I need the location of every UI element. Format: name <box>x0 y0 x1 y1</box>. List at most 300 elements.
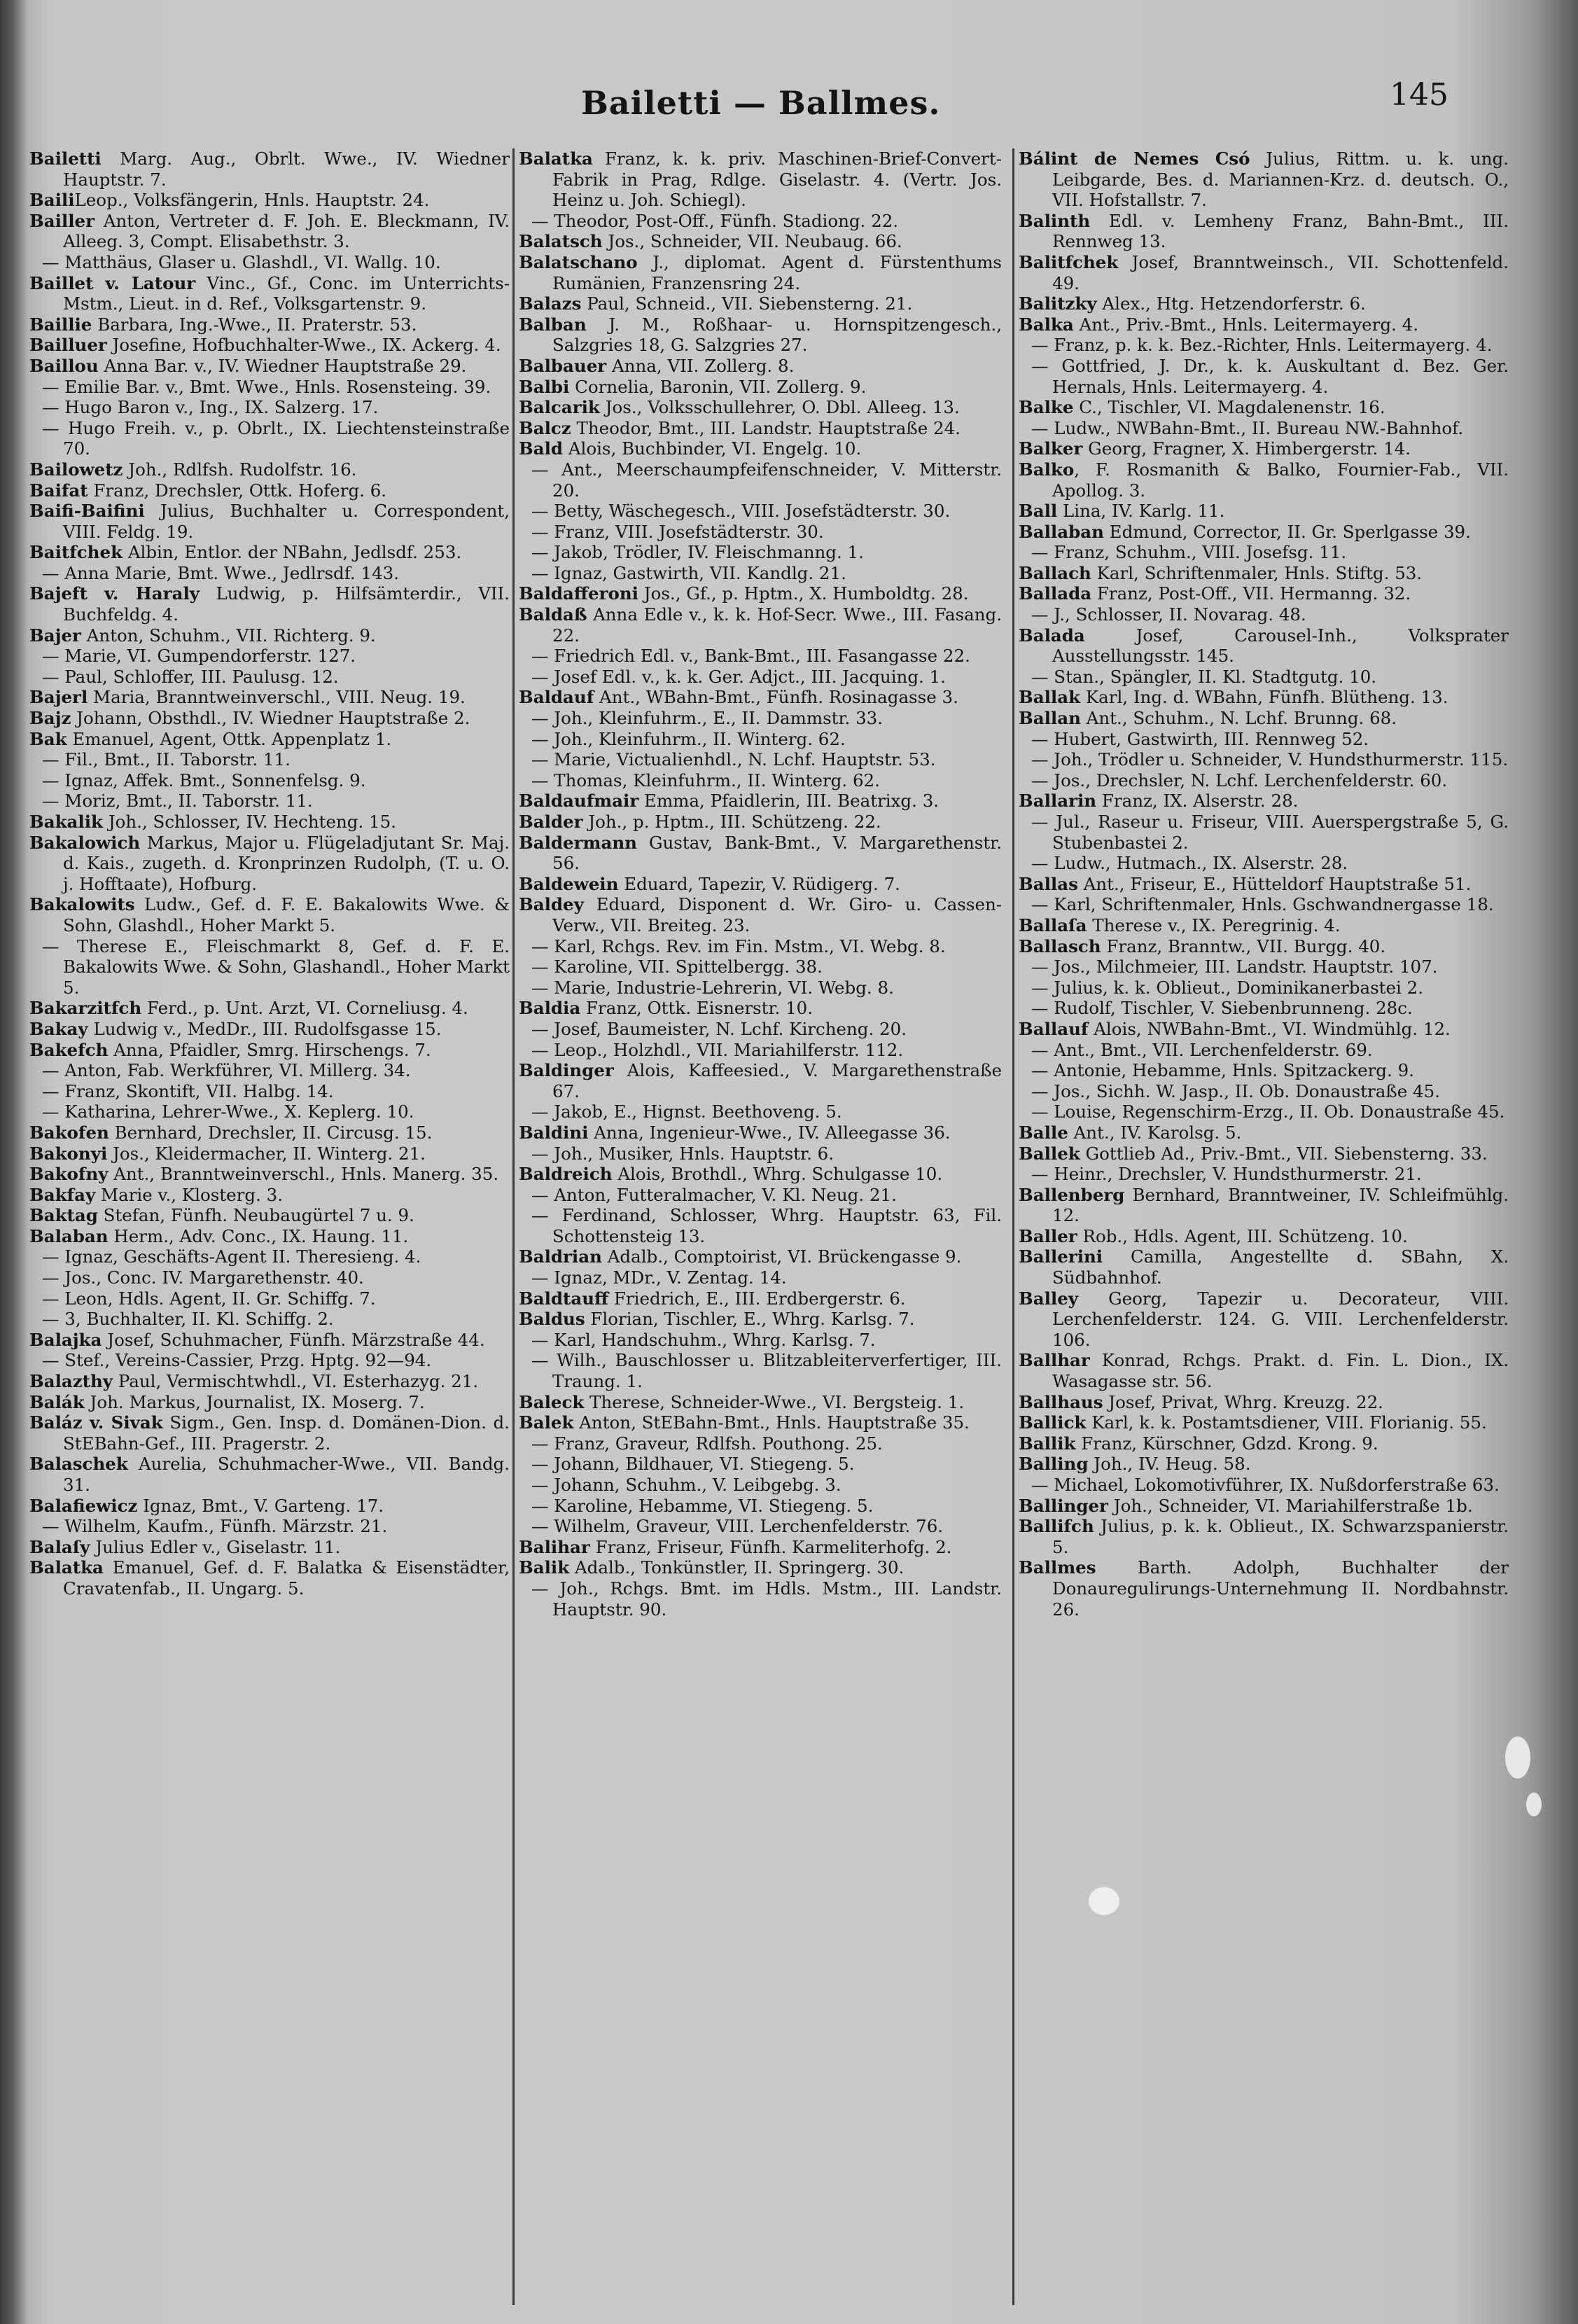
entry-surname: Baller <box>1019 1225 1077 1246</box>
directory-entry <box>1019 853 1509 874</box>
directory-entry <box>519 1350 1002 1391</box>
entry-surname: Bailluer <box>29 335 107 356</box>
directory-entry <box>1019 687 1509 708</box>
directory-entry <box>29 1185 510 1206</box>
entry-surname: Ballick <box>1019 1412 1087 1433</box>
directory-entry <box>1019 1496 1509 1517</box>
directory-entry <box>519 1454 1002 1475</box>
entry-details: Joh. Markus, Journalist, IX. Moserg. 7. <box>84 1391 425 1412</box>
directory-entry <box>1019 1040 1509 1061</box>
directory-entry <box>519 1330 1002 1351</box>
entry-surname: Baldia <box>519 998 581 1019</box>
directory-entry <box>519 749 1002 770</box>
directory-entry <box>519 211 1002 232</box>
directory-entry <box>519 438 1002 459</box>
entry-surname: Balada <box>1019 625 1085 646</box>
directory-entry <box>519 501 1002 522</box>
directory-entry <box>519 252 1002 293</box>
directory-entry <box>519 148 1002 211</box>
entry-details: Joh., Schlosser, IV. Hechteng. 15. <box>103 812 397 832</box>
entry-details: — Anton, Futteralmacher, V. Kl. Neug. 21. <box>531 1184 897 1205</box>
directory-entry <box>519 1516 1002 1537</box>
entry-surname: Balling <box>1019 1454 1089 1475</box>
directory-entry <box>1019 770 1509 791</box>
entry-surname: Ballek <box>1019 1143 1080 1164</box>
directory-entry <box>1019 459 1509 501</box>
entry-surname: Balcz <box>519 417 571 438</box>
entry-details: Ludwig, p. Hilfsämterdir., VII. Buchfeldg. 4. <box>63 583 510 625</box>
directory-entry <box>1019 583 1509 604</box>
directory-entry <box>519 293 1002 314</box>
directory-entry <box>29 480 510 501</box>
directory-entry <box>519 1496 1002 1517</box>
directory-entry <box>29 1412 510 1454</box>
directory-entry <box>29 252 510 273</box>
entry-surname: Balcarik <box>519 397 600 418</box>
entry-surname: Baldauf <box>519 687 594 708</box>
entry-surname: Baldermann <box>519 832 637 853</box>
directory-entry <box>519 687 1002 708</box>
entry-details: Gustav, Bank-Bmt., V. Margarethenstr. 56. <box>552 832 1002 874</box>
entry-details: Jos., Volksschullehrer, O. Dbl. Alleeg. 13. <box>599 397 960 418</box>
entry-details: Josef, Privat, Whrg. Kreuzg. 22. <box>1103 1391 1383 1412</box>
directory-entry <box>29 1205 510 1226</box>
directory-entry <box>1019 335 1509 356</box>
directory-entry <box>29 833 510 895</box>
directory-entry <box>29 377 510 398</box>
entry-surname: Bajerl <box>29 687 88 708</box>
entry-details: Julius Edler v., Giselastr. 11. <box>90 1536 341 1557</box>
directory-entry <box>519 936 1002 957</box>
entry-details: — Stef., Vereins-Cassier, Przg. Hptg. 92—94. <box>42 1350 432 1371</box>
entry-details: Franz, Ottk. Eisnerstr. 10. <box>580 998 814 1019</box>
directory-entry <box>519 874 1002 895</box>
entry-details: Theodor, Bmt., III. Landstr. Hauptstraße 24. <box>571 417 961 438</box>
entry-details: Anton, Schuhm., VII. Richterg. 9. <box>81 625 376 646</box>
entry-details: — Antonie, Hebamme, Hnls. Spitzackerg. 9. <box>1031 1060 1414 1081</box>
entry-details: — Stan., Spängler, II. Kl. Stadtgutg. 10. <box>1031 666 1377 687</box>
entry-details: — Karl, Handschuhm., Whrg. Karlsg. 7. <box>531 1329 876 1350</box>
entry-surname: Bajer <box>29 625 81 646</box>
entry-surname: Balatka <box>29 1557 104 1578</box>
directory-entry <box>29 418 510 459</box>
entry-details: — Karl, Rchgs. Rev. im Fin. Mstm., VI. Webg. 8. <box>531 935 946 956</box>
entry-details: Franz, Kürschner, Gdzd. Krong. 9. <box>1075 1433 1378 1454</box>
directory-entry <box>519 1122 1002 1143</box>
entry-surname: Balle <box>1019 1122 1068 1143</box>
entry-details: Jos., Kleidermacher, II. Winterg. 21. <box>107 1143 426 1164</box>
entry-details: — Marie, Industrie-Lehrerin, VI. Webg. 8. <box>531 977 894 998</box>
entry-details: Karl, Ing. d. WBahn, Fünfh. Blütheng. 13. <box>1080 687 1448 708</box>
entry-details: — Ignaz, MDr., V. Zentag. 14. <box>531 1267 787 1288</box>
entry-details: Lina, IV. Karlg. 11. <box>1057 501 1225 522</box>
directory-entry <box>1019 1185 1509 1226</box>
entry-details: — Marie, VI. Gumpendorferstr. 127. <box>42 646 356 667</box>
entry-surname: Baldtauff <box>519 1288 609 1309</box>
directory-entry <box>1019 1392 1509 1413</box>
entry-details: — Karl, Schriftenmaler, Hnls. Gschwandnergasse 18. <box>1031 894 1494 915</box>
directory-entry <box>1019 1122 1509 1143</box>
directory-entry <box>29 1309 510 1330</box>
entry-surname: Ballaſa <box>1019 914 1087 935</box>
entry-details: — Franz, Schuhm., VIII. Josefsg. 11. <box>1031 542 1347 563</box>
directory-entry <box>29 625 510 646</box>
entry-details: Karl, k. k. Postamtsdiener, VIII. Florianig. 55. <box>1086 1412 1487 1433</box>
entry-details: Sigm., Gen. Insp. d. Domänen-Dion. d. StEBahn-Gef., III. Pragerstr. 2. <box>63 1412 510 1454</box>
directory-entry <box>29 335 510 356</box>
directory-entry <box>1019 977 1509 999</box>
entry-details: Leop., Volksfängerin, Hnls. Hauptstr. 24. <box>74 190 430 211</box>
entry-details: — Moriz, Bmt., II. Taborstr. 11. <box>42 791 313 812</box>
directory-entry <box>29 1226 510 1247</box>
entry-details: — Ant., Bmt., VII. Lerchenfelderstr. 69. <box>1031 1039 1373 1060</box>
entry-surname: Baláz v. Sivak <box>29 1412 163 1433</box>
directory-entry <box>1019 542 1509 563</box>
entry-details: Julius, Buchhalter u. Correspondent, VIII. Feldg. 19. <box>63 501 510 542</box>
entry-details: — Wilh., Bauschlosser u. Blitzableiterverfertiger, III. Traung. 1. <box>531 1350 1002 1392</box>
entry-details: Alois, Buchbinder, VI. Engelg. 10. <box>563 438 862 459</box>
directory-entry <box>29 273 510 314</box>
entry-details: — Michael, Lokomotivführer, IX. Nußdorferstraße 63. <box>1031 1475 1500 1495</box>
entry-surname: Bakalowits <box>29 894 135 915</box>
entry-details: — Joh., Trödler u. Schneider, V. Hundsthurmerstr. 115. <box>1031 749 1509 770</box>
entry-surname: Ballhaus <box>1019 1391 1103 1412</box>
entry-details: Bernhard, Branntweiner, IV. Schleifmühlg. 12. <box>1052 1184 1509 1226</box>
entry-details: Anna, Pfaidler, Smrg. Hirschengs. 7. <box>108 1039 431 1060</box>
directory-entry <box>29 1060 510 1081</box>
directory-entry <box>29 812 510 833</box>
entry-details: Ant., Schuhm., N. Lchf. Brunng. 68. <box>1080 708 1397 729</box>
entry-details: Johann, Obsthdl., IV. Wiedner Hauptstraße 2. <box>71 708 470 729</box>
entry-details: — Jos., Drechsler, N. Lchf. Lerchenfelderstr. 60. <box>1031 770 1448 791</box>
directory-entry <box>1019 1019 1509 1040</box>
directory-entry <box>1019 1060 1509 1081</box>
entry-surname: Ballhar <box>1019 1350 1090 1371</box>
entry-details: Anton, Vertreter d. F. Joh. E. Bleckmann, IV. Alleeg. 3, Compt. Elisabethstr. 3. <box>63 210 510 252</box>
entry-details: Ant., Branntweinverschl., Hnls. Manerg. 35. <box>108 1164 499 1185</box>
directory-entry <box>1019 956 1509 977</box>
entry-details: Franz, Friseur, Fünfh. Karmeliterhofg. 2. <box>589 1536 952 1557</box>
directory-entry <box>29 190 510 211</box>
entry-details: — Johann, Schuhm., V. Leibgebg. 3. <box>531 1475 842 1495</box>
directory-entry <box>1019 708 1509 729</box>
directory-entry <box>519 397 1002 418</box>
directory-entry <box>519 1019 1002 1040</box>
entry-details: Karl, Schriftenmaler, Hnls. Stiftg. 53. <box>1091 562 1423 583</box>
entry-details: Ant., Friseur, E., Hütteldorf Hauptstraße 51. <box>1077 873 1472 894</box>
entry-details: Herm., Adv. Conc., IX. Haung. 11. <box>108 1225 409 1246</box>
directory-entry <box>1019 397 1509 418</box>
directory-entry <box>519 604 1002 646</box>
directory-entry <box>1019 894 1509 915</box>
directory-entry <box>29 936 510 999</box>
entry-surname: Balatschano <box>519 251 638 272</box>
entry-details: — Franz, p. k. k. Bez.-Richter, Hnls. Leitermayerg. 4. <box>1031 335 1493 356</box>
entry-details: Gottlieb Ad., Priv.-Bmt., VII. Siebensterng. 33. <box>1080 1143 1488 1164</box>
entry-details: Albin, Entlor. der NBahn, Jedlsdf. 253. <box>123 542 462 563</box>
entry-details: Ant., WBahn-Bmt., Fünfh. Rosinagasse 3. <box>594 687 958 708</box>
directory-entry <box>1019 812 1509 853</box>
directory-entry <box>1019 211 1509 252</box>
entry-surname: Baillou <box>29 355 99 376</box>
directory-entry <box>1019 148 1509 211</box>
entry-details: — Wilhelm, Graveur, VIII. Lerchenfelderstr. 76. <box>531 1516 944 1537</box>
entry-details: Vinc., Gf., Conc. im Unterrichts-Mstm., Lieut. in d. Ref., Volksgartenstr. 9. <box>63 272 510 314</box>
directory-entry <box>519 646 1002 667</box>
directory-entry <box>519 522 1002 543</box>
directory-entry <box>519 1185 1002 1206</box>
entry-details: — Anton, Fab. Werkführer, VI. Millerg. 34. <box>42 1060 411 1081</box>
entry-details: — Jul., Raseur u. Friseur, VIII. Auerspergstraße 5, G. Stubenbastei 2. <box>1031 812 1509 853</box>
entry-surname: Ballenberg <box>1019 1184 1125 1205</box>
directory-entry <box>1019 418 1509 439</box>
entry-surname: Ballas <box>1019 873 1078 894</box>
directory-entry <box>29 1246 510 1267</box>
entry-details: — Hugo Freih. v., p. Obrlt., IX. Liechtensteinstraße 70. <box>42 417 510 459</box>
entry-surname: Balley <box>1019 1288 1079 1309</box>
entry-details: — 3, Buchhalter, II. Kl. Schiffg. 2. <box>42 1309 334 1330</box>
entry-surname: Balitzky <box>1019 293 1097 314</box>
directory-entry <box>29 1081 510 1102</box>
directory-entry <box>1019 1516 1509 1557</box>
entry-details: — Fil., Bmt., II. Taborstr. 11. <box>42 749 291 770</box>
entry-surname: Baldaß <box>519 604 587 625</box>
entry-surname: Balaban <box>29 1225 109 1246</box>
entry-surname: Balaſy <box>29 1536 90 1557</box>
entry-details: — Karoline, Hebamme, VI. Stiegeng. 5. <box>531 1495 874 1516</box>
entry-details: Paul, Vermischtwhdl., VI. Esterhazyg. 21. <box>113 1371 479 1392</box>
directory-entry <box>1019 1454 1509 1475</box>
entry-details: Jos., Gf., p. Hptm., X. Humboldtg. 28. <box>638 583 969 604</box>
entry-surname: Balatsch <box>519 231 603 252</box>
entry-details: Bernhard, Drechsler, II. Circusg. 15. <box>109 1122 433 1143</box>
directory-entry <box>519 791 1002 812</box>
directory-entry <box>29 148 510 190</box>
entry-details: — Joh., Rchgs. Bmt. im Hdls. Mstm., III. Landstr. Hauptstr. 90. <box>531 1578 1002 1620</box>
entry-details: — Wilhelm, Kaufm., Fünfh. Märzstr. 21. <box>42 1516 388 1537</box>
entry-details: Eduard, Disponent d. Wr. Giro- u. Cassen-Verw., VII. Breiteg. 23. <box>552 894 1002 935</box>
entry-details: Emanuel, Gef. d. F. Balatka & Eisenstädter, Cravatenfab., II. Ungarg. 5. <box>63 1557 510 1599</box>
entry-details: Ignaz, Bmt., V. Garteng. 17. <box>137 1495 384 1516</box>
entry-details: — Joh., Kleinfuhrm., II. Winterg. 62. <box>531 728 846 749</box>
directory-entry <box>1019 1557 1509 1620</box>
page-number: 145 <box>1390 77 1448 113</box>
directory-entry <box>29 1371 510 1392</box>
directory-entry <box>519 1475 1002 1496</box>
entry-surname: Balek <box>519 1412 574 1433</box>
directory-entry <box>1019 749 1509 770</box>
entry-details: Ludwig v., MedDr., III. Rudolfsgasse 15. <box>88 1018 442 1039</box>
directory-entry <box>29 583 510 625</box>
entry-details: — Ant., Meerschaumpfeifenschneider, V. Mitterstr. 20. <box>531 459 1002 501</box>
directory-entry <box>1019 791 1509 812</box>
directory-entry <box>29 211 510 252</box>
entry-details: Julius, p. k. k. Oblieut., IX. Schwarzspanierstr. 5. <box>1052 1516 1509 1557</box>
directory-entry <box>29 646 510 667</box>
entry-surname: Bald <box>519 438 564 459</box>
entry-details: — Franz, VIII. Josefstädterstr. 30. <box>531 521 824 542</box>
directory-entry <box>29 542 510 563</box>
entry-details: — Ignaz, Gastwirth, VII. Kandlg. 21. <box>531 562 846 583</box>
entry-details: Camilla, Angestellte d. SBahn, X. Südbahnhof. <box>1052 1246 1509 1288</box>
entry-surname: Ballinger <box>1019 1495 1108 1516</box>
directory-entry <box>1019 293 1509 314</box>
entry-surname: Balder <box>519 812 583 832</box>
entry-surname: Bakarzitfch <box>29 998 142 1019</box>
entry-details: Alex., Htg. Hetzendorferstr. 6. <box>1096 293 1366 314</box>
entry-details: Georg, Tapezir u. Decorateur, VIII. Lerchenfelderstr. 124. G. VIII. Lerchenfelderstr. 106. <box>1052 1288 1509 1350</box>
entry-surname: Bailowetz <box>29 459 123 480</box>
entry-surname: Bajeft v. Haraly <box>29 583 200 604</box>
entry-details: — Joh., Musiker, Hnls. Hauptstr. 6. <box>531 1143 835 1164</box>
directory-entry <box>1019 667 1509 688</box>
entry-surname: Bakonyi <box>29 1143 108 1164</box>
entry-details: Alois, NWBahn-Bmt., VI. Windmühlg. 12. <box>1088 1018 1451 1039</box>
entry-details: — Matthäus, Glaser u. Glashdl., VI. Wallg. 10. <box>42 251 441 272</box>
entry-details: — Ignaz, Affek. Bmt., Sonnenfelsg. 9. <box>42 770 366 791</box>
entry-details: Barbara, Ing.-Wwe., II. Praterstr. 53. <box>92 314 417 335</box>
entry-details: Rob., Hdls. Agent, III. Schützeng. 10. <box>1077 1225 1408 1246</box>
directory-entry <box>519 1309 1002 1330</box>
entry-surname: Ballik <box>1019 1433 1076 1454</box>
column-3 <box>1012 148 1509 2305</box>
entry-surname: Bakefch <box>29 1039 109 1060</box>
directory-entry <box>519 1412 1002 1433</box>
entry-details: Adalb., Tonkünstler, II. Springerg. 30. <box>569 1557 905 1578</box>
entry-surname: Bakofen <box>29 1122 109 1143</box>
entry-details: Therese v., IX. Peregrinig. 4. <box>1087 914 1341 935</box>
directory-entry <box>519 729 1002 750</box>
page-header <box>0 76 1578 125</box>
directory-entry <box>29 708 510 729</box>
directory-entry <box>1019 314 1509 335</box>
entry-surname: Balban <box>519 314 587 335</box>
directory-entry <box>519 1433 1002 1454</box>
entry-surname: Balka <box>1019 314 1074 335</box>
directory-entry <box>29 1392 510 1413</box>
directory-entry <box>29 356 510 377</box>
entry-details: — Thomas, Kleinfuhrm., II. Winterg. 62. <box>531 770 880 791</box>
entry-details: — Emilie Bar. v., Bmt. Wwe., Hnls. Rosensteing. 39. <box>42 376 491 397</box>
entry-details: Alois, Brothdl., Whrg. Schulgasse 10. <box>612 1164 943 1185</box>
directory-entry <box>1019 1246 1509 1288</box>
entry-surname: Balbi <box>519 376 570 397</box>
directory-entry <box>29 1288 510 1309</box>
entry-details: — Josef, Baumeister, N. Lchf. Kircheng. 20. <box>531 1018 907 1039</box>
entry-surname: Balazthy <box>29 1371 113 1392</box>
entry-surname: Balitfchek <box>1019 251 1119 272</box>
entry-details: Joh., IV. Heug. 58. <box>1088 1454 1251 1475</box>
directory-entry <box>519 1288 1002 1309</box>
entry-details: Franz, Drechsler, Ottk. Hoferg. 6. <box>88 480 387 501</box>
entry-details: — Leop., Holzhdl., VII. Mariahilferstr. 112. <box>531 1039 904 1060</box>
entry-details: — Paul, Schloffer, III. Paulusg. 12. <box>42 666 339 687</box>
entry-surname: Baifi-Baifini <box>29 501 145 522</box>
directory-entry <box>519 1557 1002 1578</box>
entry-details: Emanuel, Agent, Ottk. Appenplatz 1. <box>67 728 392 749</box>
entry-surname: Ballasch <box>1019 935 1101 956</box>
directory-entry <box>1019 1475 1509 1496</box>
entry-details: Edmund, Corrector, II. Gr. Sperlgasse 39. <box>1103 521 1471 542</box>
entry-surname: Bajz <box>29 708 71 729</box>
directory-entry <box>1019 998 1509 1019</box>
directory-entry <box>29 1330 510 1351</box>
entry-surname: Bakalik <box>29 812 104 832</box>
directory-entry <box>519 812 1002 833</box>
directory-entry <box>1019 1412 1509 1433</box>
directory-entry <box>519 1267 1002 1288</box>
entry-surname: Baillet v. Latour <box>29 272 196 293</box>
entry-details: — Jos., Milchmeier, III. Landstr. Hauptstr. 107. <box>1031 956 1438 977</box>
entry-surname: Balinth <box>1019 210 1091 231</box>
directory-entry <box>29 749 510 770</box>
entry-surname: Balik <box>519 1557 570 1578</box>
directory-entry <box>519 998 1002 1019</box>
entry-details: — Jakob, E., Hignst. Beethoveng. 5. <box>531 1101 842 1122</box>
directory-entry <box>519 1060 1002 1101</box>
entry-details: Joh., p. Hptm., III. Schützeng. 22. <box>582 812 881 832</box>
entry-details: — Jos., Sichh. W. Jasp., II. Ob. Donaustraße 45. <box>1031 1080 1440 1101</box>
directory-entry <box>519 1392 1002 1413</box>
entry-details: Ant., Priv.-Bmt., Hnls. Leitermayerg. 4. <box>1073 314 1419 335</box>
directory-entry <box>1019 936 1509 957</box>
entry-surname: Baitfchek <box>29 542 123 563</box>
directory-entry <box>519 583 1002 604</box>
entry-surname: Balafiewicz <box>29 1495 138 1516</box>
entry-details: Anna, VII. Zollerg. 8. <box>606 355 795 376</box>
directory-entry <box>29 770 510 791</box>
entry-details: Florian, Tischler, E., Whrg. Karlsg. 7. <box>585 1309 915 1330</box>
entry-details: Jos., Schneider, VII. Neubaug. 66. <box>602 231 902 252</box>
entry-details: Adalb., Comptoirist, VI. Brückengasse 9. <box>601 1246 962 1267</box>
entry-surname: Balajka <box>29 1329 102 1350</box>
entry-details: Paul, Schneid., VII. Siebensterng. 21. <box>581 293 913 314</box>
directory-entry <box>519 459 1002 501</box>
directory-entry <box>519 1040 1002 1061</box>
directory-entry <box>519 231 1002 252</box>
entry-surname: Bailler <box>29 210 95 231</box>
entry-details: Therese, Schneider-Wwe., VI. Bergsteig. 1. <box>584 1391 965 1412</box>
entry-surname: Baldey <box>519 894 584 915</box>
directory-entry <box>29 1454 510 1495</box>
entry-details: Franz, IX. Alserstr. 28. <box>1096 791 1299 812</box>
entry-details: — Franz, Graveur, Rdlfsh. Pouthong. 25. <box>531 1433 883 1454</box>
directory-entry <box>1019 1433 1509 1454</box>
directory-entry <box>519 377 1002 398</box>
directory-entry <box>1019 625 1509 667</box>
directory-entry <box>519 1246 1002 1267</box>
directory-entry <box>519 1101 1002 1122</box>
directory-entry <box>29 1143 510 1164</box>
entry-surname: Bak <box>29 728 67 749</box>
directory-entry <box>1019 438 1509 459</box>
entry-details: Joh., Schneider, VI. Mariahilferstraße 1b. <box>1108 1495 1473 1516</box>
entry-details: Marg. Aug., Obrlt. Wwe., IV. Wiedner Hauptstr. 7. <box>63 148 510 190</box>
entry-details: — Therese E., Fleischmarkt 8, Gef. d. F. E. Bakalowits Wwe. & Sohn, Glashandl., Hoher Markt 5. <box>42 935 510 998</box>
directory-entry <box>519 418 1002 439</box>
directory-entry <box>519 667 1002 688</box>
entry-surname: Ballifch <box>1019 1516 1094 1537</box>
directory-entry <box>29 459 510 480</box>
entry-surname: Balko <box>1019 459 1075 480</box>
entry-details: — Anna Marie, Bmt. Wwe., Jedlrsdf. 143. <box>42 562 400 583</box>
entry-details: — Jakob, Trödler, IV. Fleischmanng. 1. <box>531 542 864 563</box>
directory-entry <box>1019 1350 1509 1391</box>
entry-details: — Karoline, VII. Spittelbergg. 38. <box>531 956 823 977</box>
entry-details: Georg, Fragner, X. Himbergerstr. 14. <box>1082 438 1411 459</box>
directory-entry <box>519 1205 1002 1246</box>
entry-details: Franz, k. k. priv. Maschinen-Brief-Convert-Fabrik in Prag, Rdlge. Giselastr. 4. (Vertr. Jos. Heinz u. Joh. Schiegl). <box>552 148 1002 211</box>
